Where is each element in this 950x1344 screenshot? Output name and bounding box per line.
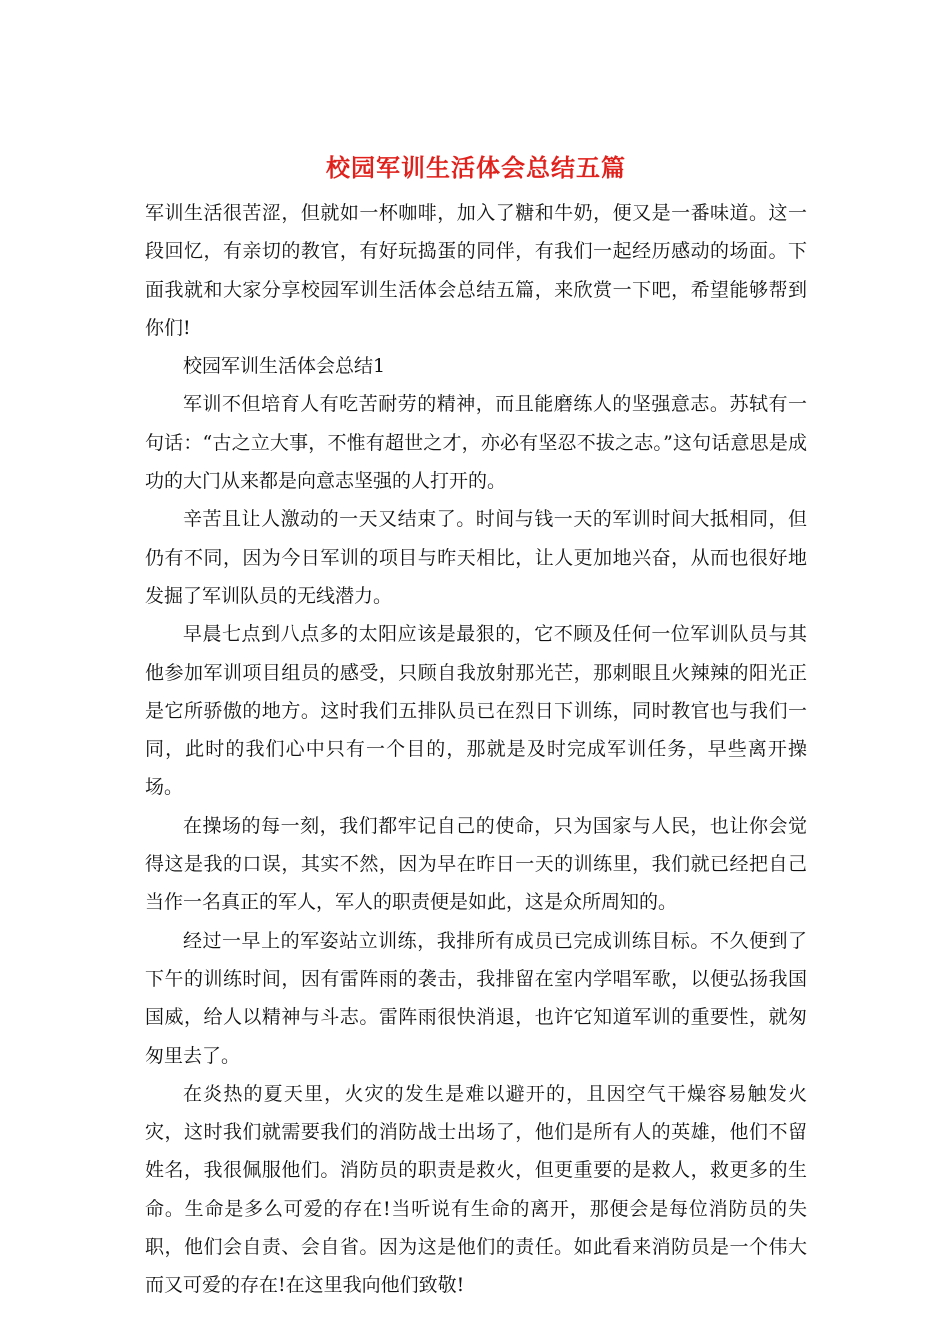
body-paragraph: 早晨七点到八点多的太阳应该是最狠的，它不顾及任何一位军训队员与其他参加军训项目组员的感受，只顾自我放射那光芒，那刺眼且火辣辣的阳光正是它所骄傲的地方。这时我们五排队员已在烈日下训练，同时教官也与我们一同，此时的我们心中只有一个目的，那就是及时完成军训任务，早些离开操场。	[145, 623, 807, 799]
body-paragraph: 辛苦且让人激动的一天又结束了。时间与钱一天的军训时间大抵相同，但仍有不同，因为今日军训的项目与昨天相比，让人更加地兴奋，从而也很好地发掘了军训队员的无线潜力。	[145, 508, 807, 607]
body-paragraph: 在炎热的夏天里，火灾的发生是难以避开的，且因空气干燥容易触发火灾，这时我们就需要我们的消防战士出场了，他们是所有人的英雄，他们不留姓名，我很佩服他们。消防员的职责是救火，但更重要的是救人，救更多的生命。生命是多么可爱的存在!当听说有生命的离开，那便会是每位消防员的失职，他们会自责、会自省。因为这是他们的责任。如此看来消防员是一个伟大而又可爱的存在!在这里我向他们致敬!	[145, 1082, 807, 1297]
body-paragraph: 军训不但培育人有吃苦耐劳的精神，而且能磨练人的坚强意志。苏轼有一句话：“古之立大事，不惟有超世之才，亦必有坚忍不拔之志。”这句话意思是成功的大门从来都是向意志坚强的人打开的。	[145, 393, 807, 493]
body-paragraph: 经过一早上的军姿站立训练，我排所有成员已完成训练目标。不久便到了下午的训练时间，因有雷阵雨的袭击，我排留在室内学唱军歌，以便弘扬我国国威，给人以精神与斗志。雷阵雨很快消退，也许它知道军训的重要性，就匆匆里去了。	[145, 929, 807, 1067]
document-body	[145, 148, 807, 1305]
document-title: 校园军训生活体会总结五篇	[326, 153, 626, 182]
intro-paragraph: 军训生活很苦涩，但就如一杯咖啡，加入了糖和牛奶，便又是一番味道。这一段回忆，有亲切的教官，有好玩捣蛋的同伴，有我们一起经历感动的场面。下面我就和大家分享校园军训生活体会总结五篇，来欣赏一下吧，希望能够帮到你们!	[145, 202, 807, 339]
body-paragraph: 在操场的每一刻，我们都牢记自己的使命，只为国家与人民，也让你会觉得这是我的口误，其实不然，因为早在昨日一天的训练里，我们就已经把自己当作一名真正的军人，军人的职责便是如此，这是众所周知的。	[145, 814, 807, 914]
section-heading: 校园军训生活体会总结1	[183, 355, 386, 378]
